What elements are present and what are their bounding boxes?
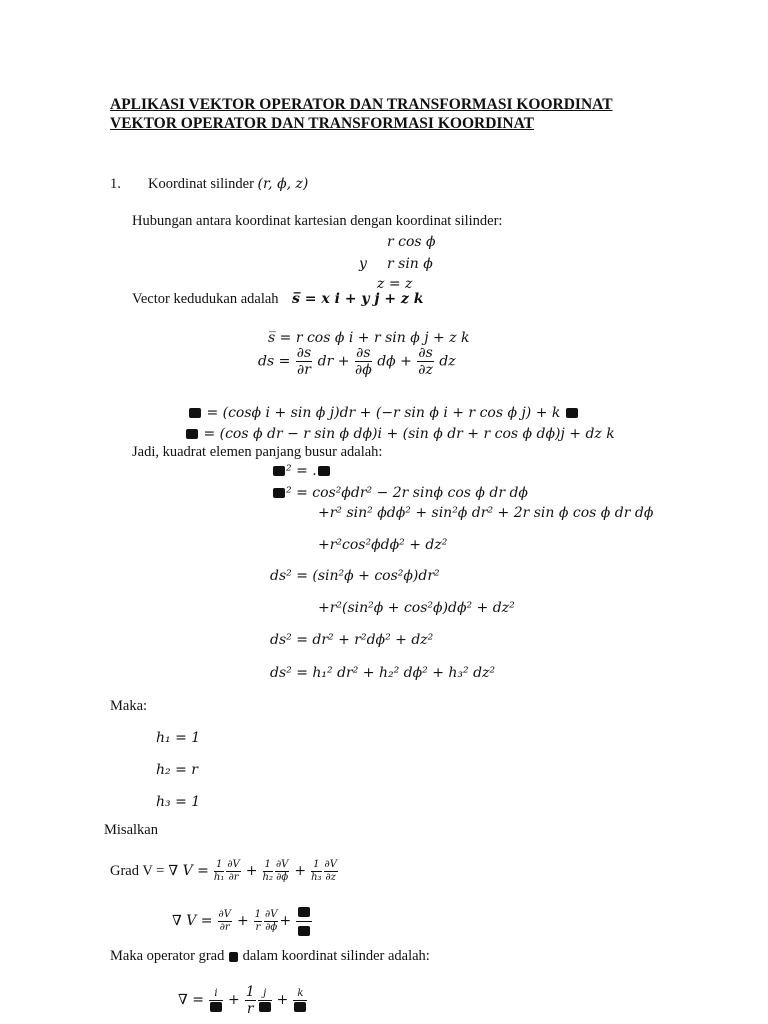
fraction-den: ∂z <box>325 872 336 883</box>
nabla-op-lhs: ∇ = <box>178 992 204 1009</box>
fraction-den: h₃ <box>311 872 322 883</box>
nabla-v-cyl: ∇ V = <box>172 913 213 930</box>
ds-vector-form-1 <box>188 405 579 421</box>
document-subtitle: VEKTOR OPERATOR DAN TRANSFORMASI KOORDINAT <box>110 115 535 132</box>
ink-blot-icon <box>294 1002 306 1012</box>
fraction-1-h3 <box>311 860 321 883</box>
misalkan-label: Misalkan <box>104 822 158 838</box>
ds2-dot-text: ² = . <box>286 463 317 479</box>
fraction-ds-dphi <box>355 346 372 377</box>
fraction-blotted <box>296 904 312 939</box>
section-heading-text: Koordinat silinder <box>148 176 254 192</box>
position-vector-text: Vector kedudukan adalah <box>132 291 279 307</box>
scale-factor-h2: h₂ = r <box>156 762 198 778</box>
fraction-num: 1 <box>311 860 321 872</box>
grad-cylindrical: ∇ V = $\frac{\partial V}{\partial r}$ + $\frac{1}{r}$ $\frac{\partial V}{\partial\phi}$ + <box>172 904 313 939</box>
fraction-num: ∂V <box>218 909 231 920</box>
ink-blot-icon <box>318 466 330 476</box>
operator-intro <box>110 948 430 965</box>
fraction-1-h2 <box>263 860 273 883</box>
document-title: APLIKASI VEKTOR OPERATOR DAN TRANSFORMASI KOORDINAT <box>110 96 613 113</box>
ds-vector-form-1-text: = (cosϕ i + sin ϕ j)dr + (−r sin ϕ i + r cos ϕ j) + k <box>206 405 561 421</box>
fraction-num: 1 <box>254 909 262 920</box>
fraction-op-z <box>293 989 307 1013</box>
ds2-line-c: +r²cos²ϕdϕ² + dz² <box>318 537 448 553</box>
ds2-line-a <box>272 485 528 501</box>
grad-label: Grad V = <box>110 863 165 880</box>
fraction-num: ∂V <box>324 859 337 870</box>
ink-blot-icon <box>273 488 285 498</box>
ds-vector-form-2-text: = (cos ϕ dr − r sin ϕ dϕ)i + (sin ϕ dr + r cos ϕ dϕ)j + dz k <box>203 426 615 442</box>
fraction-den: ∂r <box>228 872 239 883</box>
grad-general: Grad V = ∇ V = $\frac{1}{\text{h₁}}$ $\frac{\partial V}{\partial r}$ + $\frac{1}{\text{h₂}}$ $\frac{\partial V}{\partial\phi}$ + $\frac{1}{\text{h₃}}$ $\frac{\partial V}{\partial z}$ <box>110 859 337 883</box>
fraction-den: ∂r <box>297 362 311 378</box>
ink-blot-icon <box>229 952 238 962</box>
scale-factor-h1: h₁ = 1 <box>156 730 201 746</box>
fraction-num: 1 <box>263 860 273 872</box>
fraction-den: ∂ϕ <box>265 922 278 933</box>
ds-dphi-term: dϕ + <box>377 353 412 370</box>
fraction-dv-dz <box>324 860 338 883</box>
ds2-line-b: +r² sin² ϕdϕ² + sin²ϕ dr² + 2r sin ϕ cos ϕ dr dϕ <box>318 505 654 521</box>
fraction-den: ∂ϕ <box>354 362 372 378</box>
fraction-ds-dr <box>296 346 312 377</box>
ds2-dot-product <box>272 463 331 479</box>
fraction-num: ∂s <box>418 345 433 361</box>
fraction-dv-dphi <box>275 860 289 883</box>
fraction-den: r <box>246 1001 254 1017</box>
arc-length-text: Jadi, kuadrat elemen panjang busur adalah: <box>132 444 383 460</box>
ink-blot-icon <box>298 926 310 936</box>
ds2-line-e: +r²(sin²ϕ + cos²ϕ)dϕ² + dz² <box>318 600 515 616</box>
fraction-op-r <box>209 989 223 1013</box>
ink-blot-icon <box>566 408 578 418</box>
ink-blot-icon <box>259 1002 271 1012</box>
z-relation: z = z <box>377 276 413 292</box>
ds2-line-g: ds² = h₁² dr² + h₂² dϕ² + h₃² dz² <box>270 665 496 681</box>
ink-blot-icon <box>210 1002 222 1012</box>
operator-intro-a: Maka operator grad <box>110 948 225 964</box>
fraction-dv-dr <box>226 860 240 883</box>
fraction-num: i <box>209 989 223 1001</box>
fraction-1-r <box>245 985 256 1016</box>
ds-dr-term: dr + <box>317 353 350 370</box>
nabla-operator: ∇ = i + $\frac{1}{r}$ j + k <box>178 985 308 1016</box>
fraction-1-h1 <box>214 860 224 883</box>
y-relation-rhs: r sin ϕ <box>387 256 433 272</box>
ink-blot-icon <box>189 408 201 418</box>
fraction-den: r <box>255 922 261 933</box>
y-relation-lhs: y <box>359 256 367 272</box>
fraction-dv-dphi <box>264 910 278 933</box>
fraction-num: j <box>258 989 272 1001</box>
fraction-num: 1 <box>245 984 255 1000</box>
ds2-line-a-text: ² = cos²ϕdr² − 2r sinϕ cos ϕ dr dϕ <box>286 485 528 501</box>
fraction-num: ∂V <box>275 859 289 870</box>
ink-blot-icon <box>186 429 198 439</box>
ink-blot-icon <box>298 907 310 917</box>
ds-vector-form-2 <box>185 426 615 442</box>
fraction-dv-dr <box>218 910 232 933</box>
ds-lhs: ds = <box>258 353 291 370</box>
fraction-den: h₂ <box>262 872 273 883</box>
relation-intro: Hubungan antara koordinat kartesian dengan koordinat silinder: <box>132 213 503 229</box>
section-heading-math: (r, ϕ, z) <box>257 176 309 192</box>
x-relation: r cos ϕ <box>387 234 436 250</box>
fraction-den: ∂z <box>418 362 433 378</box>
section-number: 1. <box>110 176 121 192</box>
fraction-num: ∂V <box>227 859 240 870</box>
fraction-num: 1 <box>214 860 224 872</box>
fraction-num: ∂s <box>356 345 371 361</box>
fraction-ds-dz <box>417 346 433 377</box>
fraction-num: ∂V <box>265 909 278 920</box>
operator-intro-b: dalam koordinat silinder adalah: <box>242 948 430 964</box>
fraction-den: h₁ <box>213 872 225 883</box>
ds2-line-d: ds² = (sin²ϕ + cos²ϕ)dr² <box>270 568 440 584</box>
fraction-1-r <box>254 910 262 933</box>
ink-blot-icon <box>273 466 285 476</box>
ds2-line-f: ds² = dr² + r²dϕ² + dz² <box>270 632 434 648</box>
ds-differential <box>258 346 456 377</box>
fraction-num: k <box>293 989 307 1001</box>
fraction-den: ∂r <box>219 922 230 933</box>
nabla-v: ∇ V = <box>168 863 209 880</box>
section-heading <box>148 176 308 193</box>
fraction-op-phi <box>258 989 272 1013</box>
fraction-num: ∂s <box>296 345 312 361</box>
fraction-den: ∂ϕ <box>276 872 289 883</box>
scale-factor-h3: h₃ = 1 <box>156 794 201 810</box>
maka-label: Maka: <box>110 698 148 714</box>
position-vector-eq: s̅ = x i + y j + z k <box>292 291 424 307</box>
ds-dz-term: dz <box>439 353 456 370</box>
position-vector-expanded: s̅ = r cos ϕ i + r sin ϕ j + z k <box>268 330 470 346</box>
